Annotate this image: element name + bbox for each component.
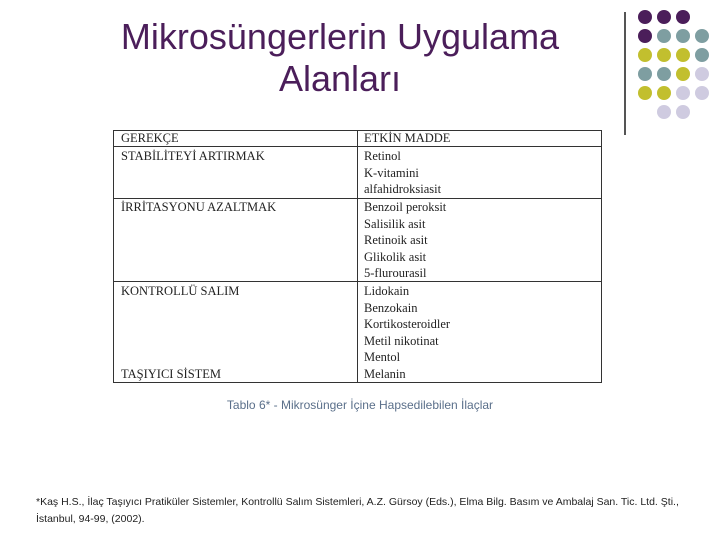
table-row-reason (121, 199, 276, 216)
reason-text: KONTROLLÜ SALIM (121, 284, 240, 298)
table-row-reason (121, 366, 221, 383)
decorative-dot (676, 29, 690, 43)
table-row-agents (364, 283, 450, 382)
agent-text: K-vitamini (364, 165, 419, 180)
agent-text: Metil nikotinat (364, 333, 439, 348)
agent-text: Glikolik asit (364, 249, 427, 264)
table-row-agents (364, 148, 441, 198)
decorative-dot (657, 29, 671, 43)
decorative-dot (638, 10, 652, 24)
agent-text: Benzoil peroksit (364, 200, 447, 214)
decorative-dot (676, 67, 690, 81)
table-row-reason (121, 283, 239, 300)
slide-title-line-1: Mikrosüngerlerin Uygulama (120, 16, 560, 57)
reference-footnote: *Kaş H.S., İlaç Taşıyıcı Pratiküler Sistemler, Kontrollü Salım Sistemleri, A.Z. Gürsoy (Eds.), Elma Bilg. Basım ve Ambalaj San. Tic. Ltd. Şti., İstanbul, 94-99, (2002). (36, 496, 679, 525)
table-row-divider (114, 281, 601, 282)
decorative-dot (638, 48, 652, 62)
table-row-agents (364, 199, 446, 282)
agent-text: Lidokain (364, 284, 410, 298)
agent-text: Mentol (364, 350, 401, 364)
decorative-dot (676, 86, 690, 100)
decorative-dot (695, 29, 709, 43)
table-column-divider (357, 131, 358, 382)
table-header-divider (114, 146, 601, 147)
agent-text: Melanin (364, 366, 406, 381)
decorative-dot (657, 48, 671, 62)
agent-text: Kortikosteroidler (364, 317, 451, 331)
decorative-dot (638, 67, 652, 81)
slide-title (60, 16, 620, 100)
decorative-dot-grid (624, 10, 716, 135)
decorative-dot (676, 48, 690, 62)
table-caption: Tablo 6* - Mikrosünger İçine Hapsedilebilen İlaçlar (226, 398, 494, 412)
table-header-reason: GEREKÇE (121, 131, 179, 145)
decorative-dot (676, 105, 690, 119)
table-header-active-substance: ETKİN MADDE (364, 131, 451, 145)
agent-text: Retinoik asit (364, 233, 428, 247)
reason-text: STABİLİTEYİ ARTIRMAK (121, 149, 265, 163)
decorative-dot (695, 86, 709, 100)
decorative-dot (638, 29, 652, 43)
decorative-dot (638, 86, 652, 100)
decorative-dot (657, 67, 671, 81)
decorative-dot (676, 10, 690, 24)
drug-table (113, 130, 602, 383)
slide-title-line-2: Alanları (278, 58, 402, 99)
agent-text: Retinol (364, 149, 401, 163)
decorative-dot (695, 48, 709, 62)
decorative-dot (657, 105, 671, 119)
agent-text: alfahidroksiasit (364, 182, 442, 196)
reason-text: İRRİTASYONU AZALTMAK (121, 200, 277, 214)
decorative-dot (695, 67, 709, 81)
agent-text: Salisilik asit (364, 216, 426, 231)
decorative-divider-line (624, 12, 626, 135)
reason-text: TAŞIYICI SİSTEM (121, 367, 222, 381)
decorative-dot (657, 10, 671, 24)
decorative-dot (657, 86, 671, 100)
agent-text: Benzokain (364, 300, 418, 315)
table-row-reason (121, 148, 265, 165)
agent-text: 5-flurourasil (364, 266, 427, 280)
